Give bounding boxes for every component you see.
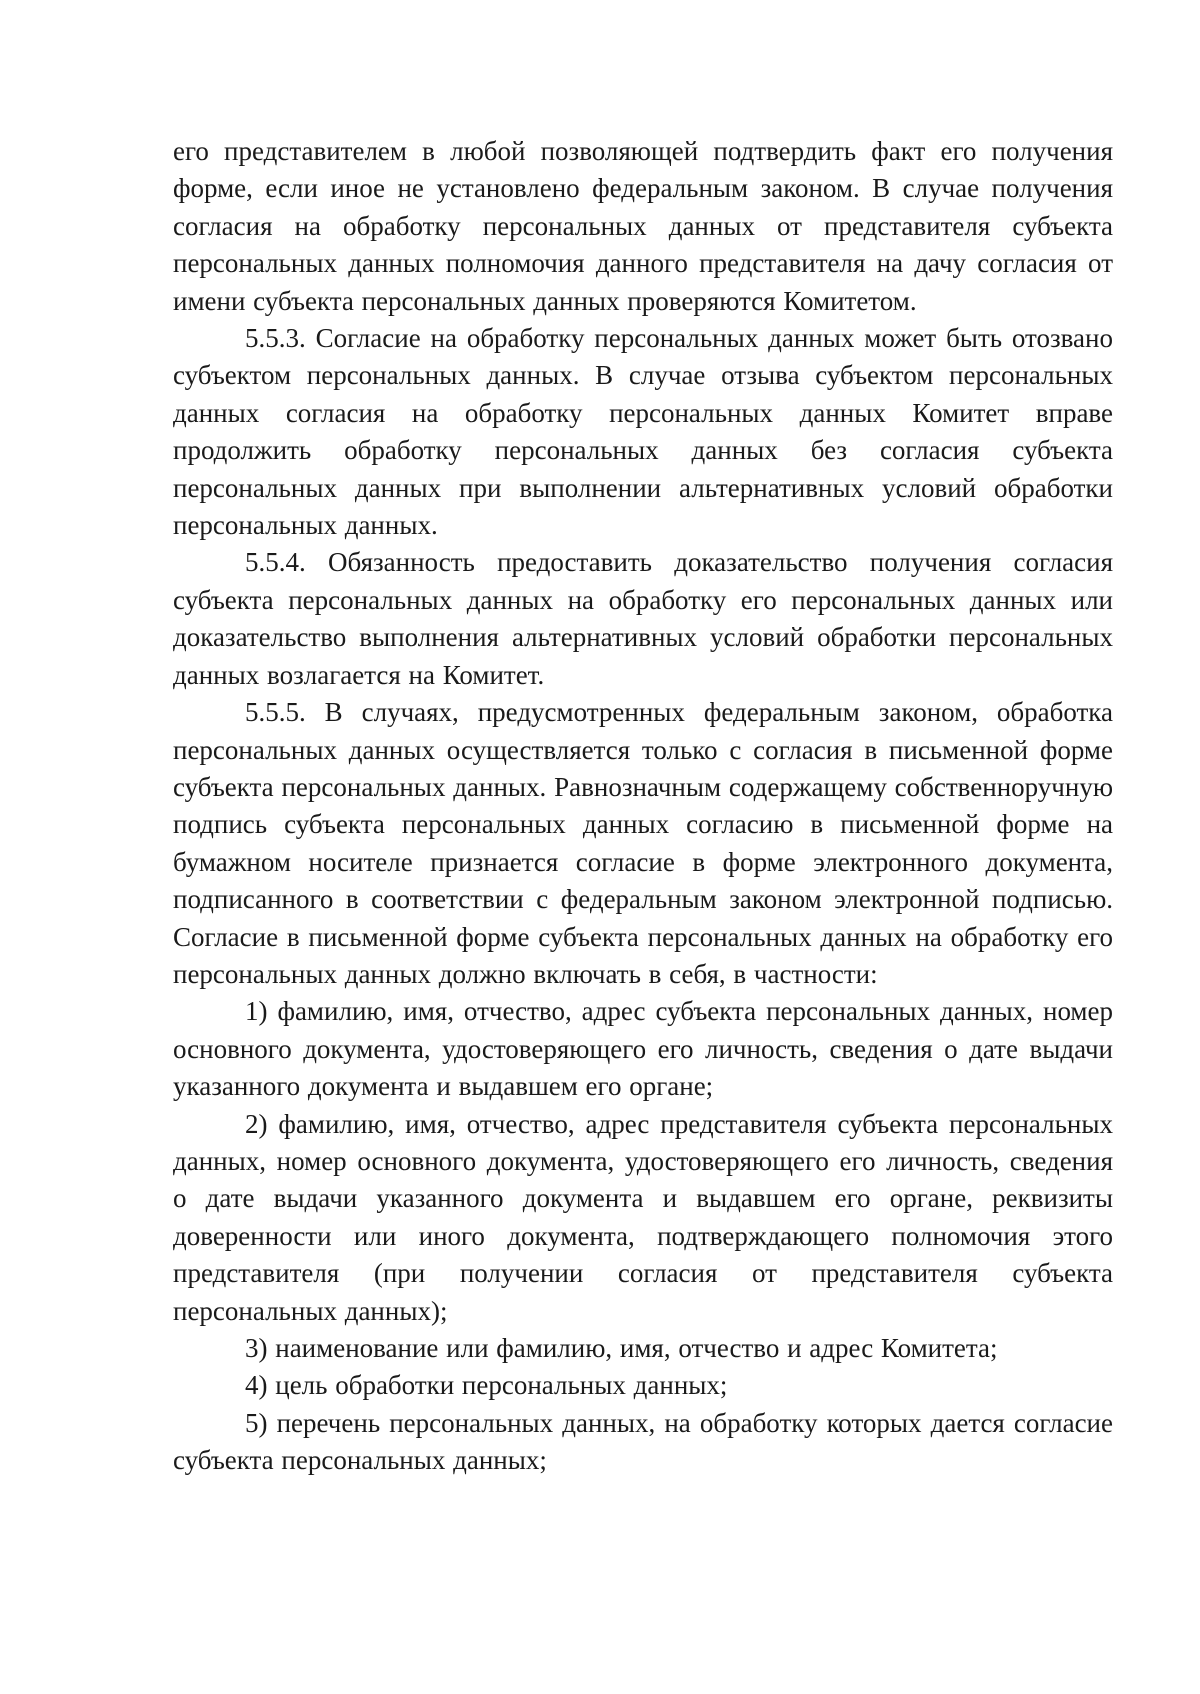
paragraph-5-5-5: 5.5.5. В случаях, предусмотренных федеральным законом, обработка персональных данных осуществляется только с согласия в письменной форме субъекта персональных данных. Равнозначным содержащему собственноручную подпись субъекта персональных данных согласию в письменной форме на бумажном носителе признается согласие в форме электронного документа, подписанного в соответствии с федеральным законом электронной подписью. Согласие в письменной форме субъекта персональных данных на обработку его персональных данных должно включать в себя, в частности: [173,697,1113,989]
paragraph-5-5-3: 5.5.3. Согласие на обработку персональных данных может быть отозвано субъектом персональных данных. В случае отзыва субъектом персональных данных согласия на обработку персональных данных Комитет вправе продолжить обработку персональных данных без согласия субъекта персональных данных при выполнении альтернативных условий обработки персональных данных. [173,323,1113,541]
list-item-3: 3) наименование или фамилию, имя, отчество и адрес Комитета; [245,1333,998,1363]
list-item-1: 1) фамилию, имя, отчество, адрес субъекта персональных данных, номер основного документа, удостоверяющего его личность, сведения о дате выдачи указанного документа и выдавшем его органе; [173,996,1113,1102]
list-item-4: 4) цель обработки персональных данных; [245,1370,728,1401]
paragraph-consent-form-continuation: его представителем в любой позволяющей подтвердить факт его получения форме, если иное не установлено федеральным законом. В случае получения согласия на обработку персональных данных от представителя субъекта персональных данных полномочия данного представителя на дачу согласия от имени субъекта персональных данных проверяются Комитетом. [173,136,1113,316]
document-body [173,133,1113,1480]
list-item-5: 5) перечень персональных данных, на обработку которых дается согласие субъекта персональных данных; [173,1407,1113,1476]
list-item-2: 2) фамилию, имя, отчество, адрес представителя субъекта персональных данных, номер основного документа, удостоверяющего его личность, сведения о дате выдачи указанного документа и выдавшем его органе, реквизиты доверенности или иного документа, подтверждающего полномочия этого представителя (при получении согласия от представителя субъекта персональных данных); [173,1108,1113,1326]
paragraph-5-5-4: 5.5.4. Обязанность предоставить доказательство получения согласия субъекта персональных данных на обработку его персональных данных или доказательство выполнения альтернативных условий обработки персональных данных возлагается на Комитет. [173,547,1113,690]
